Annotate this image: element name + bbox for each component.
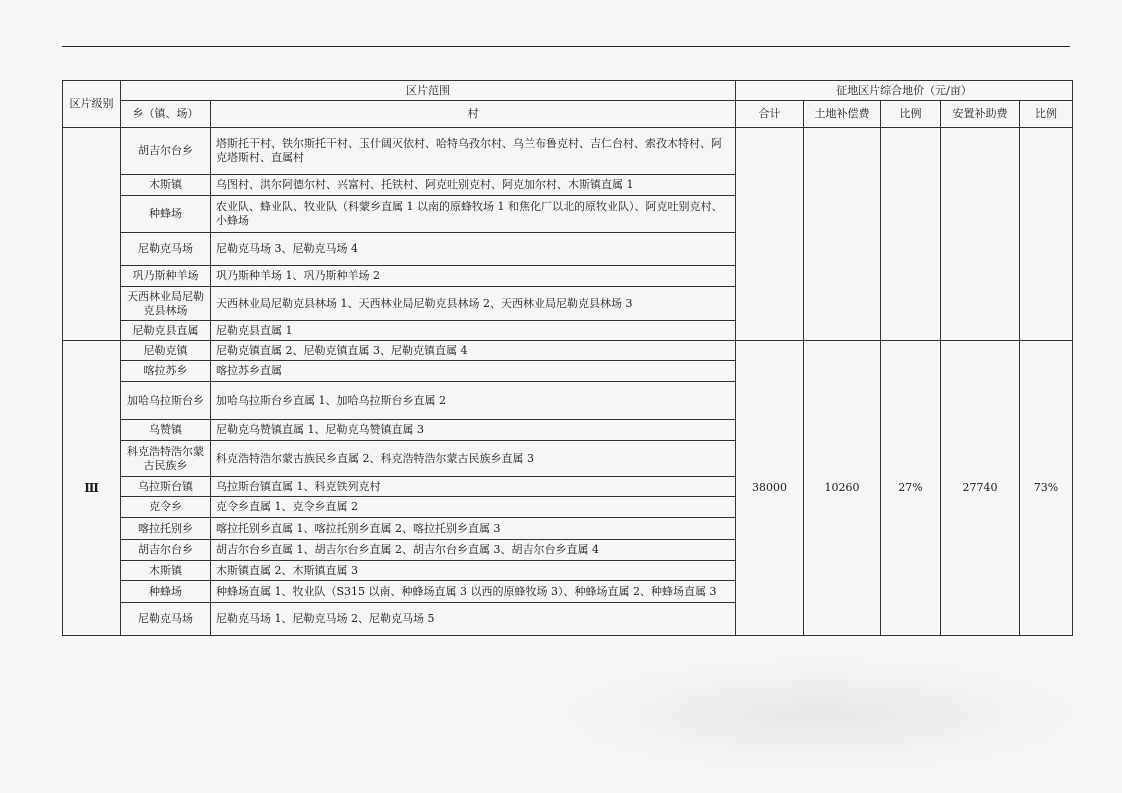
header-price-title: 征地区片综合地价（元/亩） xyxy=(736,81,1073,101)
town-cell: 克令乡 xyxy=(121,497,211,518)
resettlement-cell xyxy=(941,128,1020,341)
town-cell: 木斯镇 xyxy=(121,175,211,196)
village-cell: 尼勒克马场 3、尼勒克马场 4 xyxy=(211,233,736,266)
village-cell: 木斯镇直属 2、木斯镇直属 3 xyxy=(211,561,736,581)
header-town: 乡（镇、场） xyxy=(121,101,211,128)
ratio-2-cell xyxy=(1020,128,1073,341)
header-ratio-2: 比例 xyxy=(1020,101,1073,128)
town-cell: 乌拉斯台镇 xyxy=(121,477,211,497)
town-cell: 种蜂场 xyxy=(121,196,211,233)
total-cell: 38000 xyxy=(736,341,804,636)
town-cell: 木斯镇 xyxy=(121,561,211,581)
header-zone-level: 区片级别 xyxy=(63,81,121,128)
town-cell: 尼勒克县直属 xyxy=(121,321,211,341)
town-cell: 尼勒克马场 xyxy=(121,233,211,266)
village-cell: 尼勒克镇直属 2、尼勒克镇直属 3、尼勒克镇直属 4 xyxy=(211,341,736,361)
town-cell: 乌赞镇 xyxy=(121,420,211,441)
village-cell: 巩乃斯种羊场 1、巩乃斯种羊场 2 xyxy=(211,266,736,287)
ratio-2-cell: 73% xyxy=(1020,341,1073,636)
town-cell: 天西林业局尼勒克县林场 xyxy=(121,287,211,321)
village-cell: 尼勒克县直属 1 xyxy=(211,321,736,341)
town-cell: 加哈乌拉斯台乡 xyxy=(121,382,211,420)
header-total: 合计 xyxy=(736,101,804,128)
scan-smudge xyxy=(560,660,1080,770)
village-cell: 尼勒克马场 1、尼勒克马场 2、尼勒克马场 5 xyxy=(211,603,736,636)
zone-level-cell xyxy=(63,128,121,341)
town-cell: 喀拉苏乡 xyxy=(121,361,211,382)
town-cell: 科克浩特浩尔蒙古民族乡 xyxy=(121,441,211,477)
village-cell: 塔斯托干村、铁尔斯托干村、玉什阔灭依村、哈特乌孜尔村、乌兰布鲁克村、吉仁台村、索孜木特村、阿克塔斯村、直属村 xyxy=(211,128,736,175)
village-cell: 农业队、蜂业队、牧业队（科蒙乡直属 1 以南的原蜂牧场 1 和焦化厂以北的原牧业队）、阿克吐别克村、小蜂场 xyxy=(211,196,736,233)
village-cell: 科克浩特浩尔蒙古族民乡直属 2、科克浩特浩尔蒙古民族乡直属 3 xyxy=(211,441,736,477)
town-cell: 喀拉托别乡 xyxy=(121,518,211,540)
town-cell: 尼勒克镇 xyxy=(121,341,211,361)
town-cell: 巩乃斯种羊场 xyxy=(121,266,211,287)
village-cell: 种蜂场直属 1、牧业队（S315 以南、种蜂场直属 3 以西的原蜂牧场 3）、种蜂场直属 2、种蜂场直属 3 xyxy=(211,581,736,603)
table-row xyxy=(63,341,1073,361)
village-cell: 天西林业局尼勒克县林场 1、天西林业局尼勒克县林场 2、天西林业局尼勒克县林场 3 xyxy=(211,287,736,321)
land-price-table xyxy=(62,80,1073,636)
zone-level-cell: Ⅲ xyxy=(63,341,121,636)
land-compensation-cell xyxy=(804,128,881,341)
village-cell: 喀拉苏乡直属 xyxy=(211,361,736,382)
town-cell: 尼勒克马场 xyxy=(121,603,211,636)
table-row xyxy=(63,128,1073,175)
village-cell: 胡吉尔台乡直属 1、胡吉尔台乡直属 2、胡吉尔台乡直属 3、胡吉尔台乡直属 4 xyxy=(211,540,736,561)
header-land-compensation: 土地补偿费 xyxy=(804,101,881,128)
header-resettlement: 安置补助费 xyxy=(941,101,1020,128)
town-cell: 种蜂场 xyxy=(121,581,211,603)
ratio-1-cell: 27% xyxy=(881,341,941,636)
header-ratio-1: 比例 xyxy=(881,101,941,128)
village-cell: 尼勒克乌赞镇直属 1、尼勒克乌赞镇直属 3 xyxy=(211,420,736,441)
ratio-1-cell xyxy=(881,128,941,341)
village-cell: 乌拉斯台镇直属 1、科克铁列克村 xyxy=(211,477,736,497)
top-rule xyxy=(62,46,1070,47)
header-village: 村 xyxy=(211,101,736,128)
town-cell: 胡吉尔台乡 xyxy=(121,128,211,175)
village-cell: 加哈乌拉斯台乡直属 1、加哈乌拉斯台乡直属 2 xyxy=(211,382,736,420)
header-scope: 区片范围 xyxy=(121,81,736,101)
land-compensation-cell: 10260 xyxy=(804,341,881,636)
village-cell: 乌图村、洪尔阿德尔村、兴富村、托铁村、阿克吐别克村、阿克加尔村、木斯镇直属 1 xyxy=(211,175,736,196)
town-cell: 胡吉尔台乡 xyxy=(121,540,211,561)
resettlement-cell: 27740 xyxy=(941,341,1020,636)
village-cell: 喀拉托别乡直属 1、喀拉托别乡直属 2、喀拉托别乡直属 3 xyxy=(211,518,736,540)
total-cell xyxy=(736,128,804,341)
village-cell: 克令乡直属 1、克令乡直属 2 xyxy=(211,497,736,518)
